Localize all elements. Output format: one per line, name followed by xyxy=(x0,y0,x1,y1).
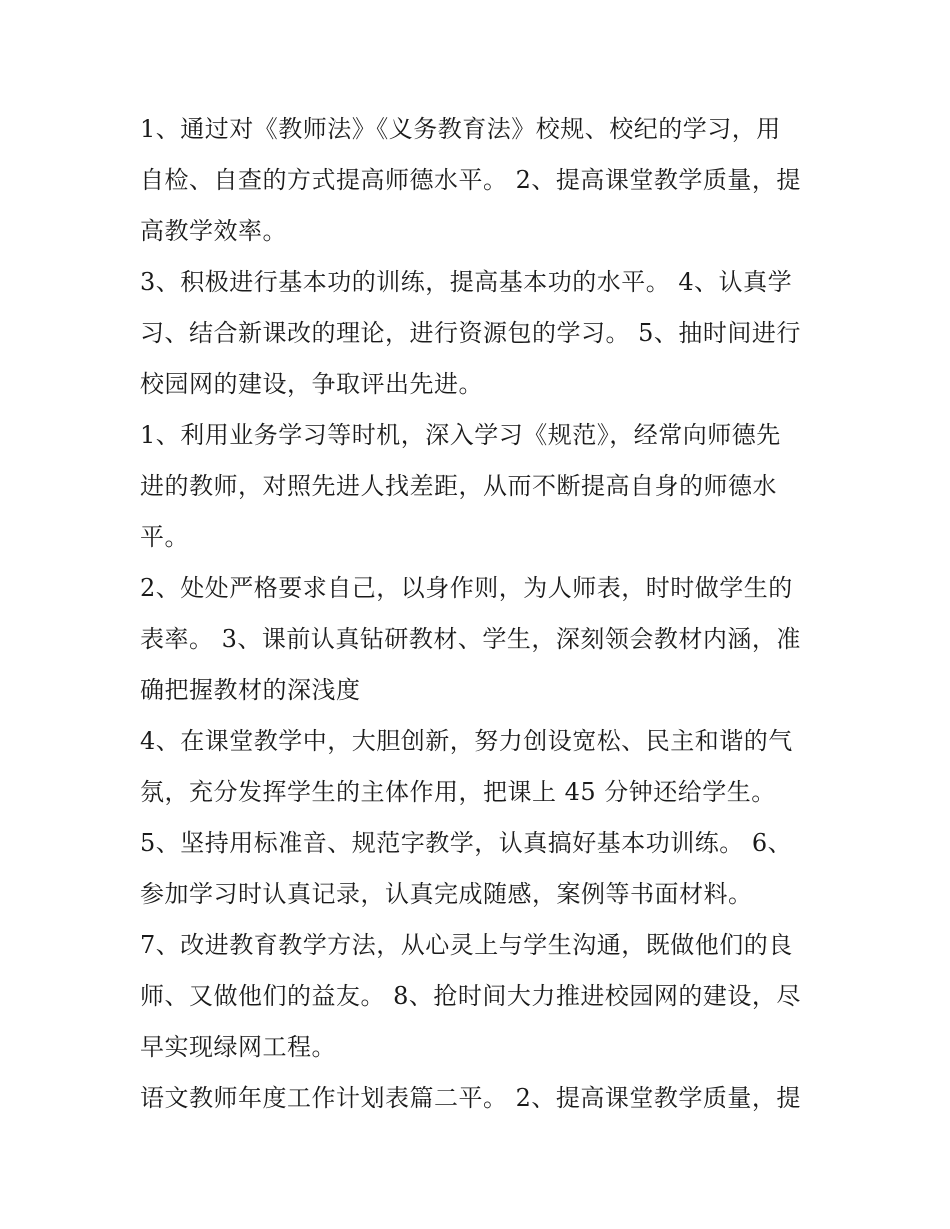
paragraph-line: 5、坚持用标准音、规范字教学，认真搞好基本功训练。 6、 xyxy=(140,829,793,857)
paragraph-line: 7、改进教育教学方法，从心灵上与学生沟通，既做他们的良 xyxy=(140,931,793,959)
paragraph-line: 习、结合新课改的理论，进行资源包的学习。 5、抽时间进行 xyxy=(140,319,801,347)
paragraph-4 xyxy=(140,563,810,716)
paragraph-6 xyxy=(140,818,810,920)
paragraph-7 xyxy=(140,920,810,1073)
paragraph-line: 自检、自查的方式提高师德水平。 2、提高课堂教学质量，提 xyxy=(140,166,801,194)
paragraph-8 xyxy=(140,1073,810,1124)
paragraph-5 xyxy=(140,716,810,818)
paragraph-line: 1、利用业务学习等时机，深入学习《规范》，经常向师德先 xyxy=(140,421,781,449)
paragraph-line: 氛，充分发挥学生的主体作用，把课上 45 分钟还给学生。 xyxy=(140,778,776,806)
paragraph-line: 语文教师年度工作计划表篇二平。 2、提高课堂教学质量，提 xyxy=(140,1084,801,1112)
paragraph-line: 参加学习时认真记录，认真完成随感，案例等书面材料。 xyxy=(140,880,753,908)
paragraph-line: 表率。 3、课前认真钻研教材、学生，深刻领会教材内涵，准 xyxy=(140,625,801,653)
paragraph-line: 1、通过对《教师法》《义务教育法》校规、校纪的学习，用 xyxy=(140,115,781,143)
paragraph-line: 校园网的建设，争取评出先进。 xyxy=(140,370,483,398)
paragraph-line: 高教学效率。 xyxy=(140,217,287,245)
paragraph-line: 早实现绿网工程。 xyxy=(140,1033,336,1061)
paragraph-line: 3、积极进行基本功的训练，提高基本功的水平。 4、认真学 xyxy=(140,268,793,296)
paragraph-line: 平。 xyxy=(140,523,189,551)
paragraph-line: 师、又做他们的益友。 8、抢时间大力推进校园网的建设，尽 xyxy=(140,982,801,1010)
paragraph-2 xyxy=(140,257,810,410)
document-page xyxy=(140,104,810,1124)
paragraph-line: 4、在课堂教学中，大胆创新，努力创设宽松、民主和谐的气 xyxy=(140,727,793,755)
paragraph-line: 确把握教材的深浅度 xyxy=(140,676,361,704)
paragraph-3 xyxy=(140,410,810,563)
paragraph-line: 2、处处严格要求自己，以身作则，为人师表，时时做学生的 xyxy=(140,574,793,602)
paragraph-line: 进的教师，对照先进人找差距，从而不断提高自身的师德水 xyxy=(140,472,777,500)
paragraph-1 xyxy=(140,104,810,257)
